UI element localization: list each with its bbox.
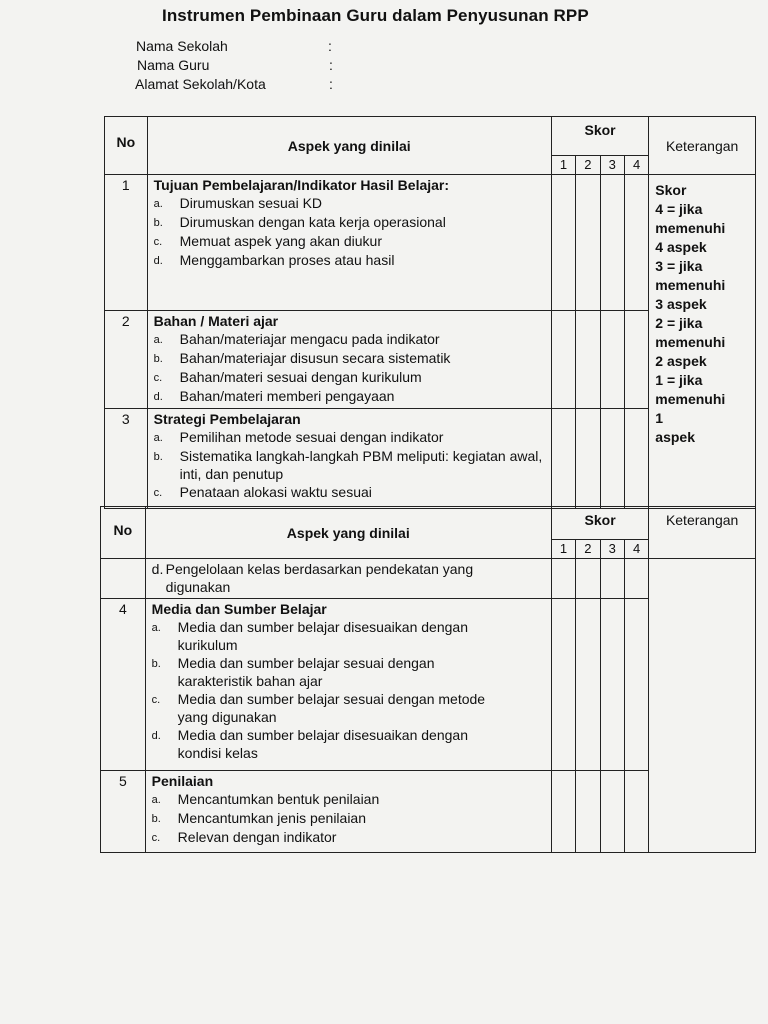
score-cell[interactable] bbox=[576, 559, 600, 599]
section-title: Tujuan Pembelajaran/Indikator Hasil Belajar: bbox=[153, 177, 450, 193]
field-nama-sekolah bbox=[136, 37, 333, 56]
item-text: Media dan sumber belajar disesuaikan dengan kondisi kelas bbox=[177, 727, 468, 761]
header-no: No bbox=[105, 117, 148, 175]
identity-fields bbox=[136, 37, 333, 94]
item-text: Memuat aspek yang akan diukur bbox=[179, 233, 382, 249]
aspek-cell bbox=[147, 311, 551, 409]
item-marker: c. bbox=[151, 832, 161, 844]
score-header-1: 1 bbox=[551, 156, 575, 175]
score-cell[interactable] bbox=[551, 409, 575, 509]
item-marker: c. bbox=[153, 236, 163, 248]
note-line: 3 aspek bbox=[655, 296, 707, 312]
item-marker: b. bbox=[151, 813, 161, 825]
item-marker: b. bbox=[153, 217, 163, 229]
item-text: Pengelolaan kelas berdasarkan pendekatan yang digunakan bbox=[165, 561, 474, 595]
item-marker: d. bbox=[151, 561, 164, 577]
item-text: Sistematika langkah-langkah PBM meliputi: kegiatan awal, inti, dan penutup bbox=[179, 448, 543, 482]
score-cell[interactable] bbox=[551, 599, 575, 771]
list-item bbox=[154, 483, 547, 502]
field-separator: : bbox=[328, 38, 332, 54]
note-line: memenuhi bbox=[655, 334, 726, 350]
list-item bbox=[152, 726, 547, 762]
section-title: Media dan Sumber Belajar bbox=[151, 601, 327, 617]
item-text: Pemilihan metode sesuai dengan indikator bbox=[179, 429, 444, 445]
row-number bbox=[101, 559, 146, 599]
score-cell[interactable] bbox=[600, 409, 624, 509]
item-text: Mencantumkan jenis penilaian bbox=[177, 810, 367, 826]
item-text: Mencantumkan bentuk penilaian bbox=[177, 791, 380, 807]
aspek-cell bbox=[147, 409, 551, 509]
score-cell[interactable] bbox=[576, 311, 600, 409]
note-line: Skor bbox=[655, 182, 687, 198]
score-header-4: 4 bbox=[624, 540, 648, 559]
row-number: 5 bbox=[101, 771, 146, 853]
aspek-cell bbox=[145, 559, 551, 599]
item-marker: b. bbox=[151, 658, 161, 670]
list-item bbox=[152, 828, 547, 847]
item-text: Relevan dengan indikator bbox=[177, 829, 337, 845]
field-separator: : bbox=[329, 76, 333, 92]
item-text: Media dan sumber belajar disesuaikan dengan kurikulum bbox=[177, 619, 468, 653]
note-line: memenuhi bbox=[655, 277, 726, 293]
list-item bbox=[154, 428, 547, 447]
header-skor: Skor bbox=[551, 507, 648, 540]
list-item bbox=[152, 560, 547, 596]
item-marker: a. bbox=[153, 198, 163, 210]
item-text: Bahan/materi sesuai dengan kurikulum bbox=[179, 369, 422, 385]
list-item bbox=[152, 618, 547, 654]
score-cell[interactable] bbox=[624, 311, 648, 409]
item-marker: a. bbox=[153, 432, 163, 444]
list-item bbox=[154, 251, 547, 270]
score-cell[interactable] bbox=[600, 771, 624, 853]
score-cell[interactable] bbox=[624, 409, 648, 509]
score-cell[interactable] bbox=[551, 771, 575, 853]
note-line: aspek bbox=[655, 429, 695, 445]
score-cell[interactable] bbox=[600, 599, 624, 771]
section-title: Bahan / Materi ajar bbox=[153, 313, 279, 329]
field-alamat bbox=[135, 75, 333, 94]
rubric-table-2 bbox=[100, 506, 756, 853]
table-row bbox=[105, 175, 756, 311]
item-text: Media dan sumber belajar sesuai dengan metode yang digunakan bbox=[177, 691, 486, 725]
note-line: memenuhi bbox=[655, 220, 726, 236]
table-row bbox=[101, 559, 756, 599]
aspek-cell bbox=[145, 599, 551, 771]
score-cell[interactable] bbox=[624, 175, 648, 311]
list-item bbox=[152, 790, 547, 809]
row-number: 4 bbox=[101, 599, 146, 771]
item-marker: b. bbox=[153, 353, 163, 365]
item-marker: c. bbox=[153, 487, 163, 499]
section-title: Strategi Pembelajaran bbox=[153, 411, 301, 427]
score-cell[interactable] bbox=[624, 559, 648, 599]
page-title: Instrumen Pembinaan Guru dalam Penyusunan RPP bbox=[162, 6, 589, 25]
item-marker: d. bbox=[153, 391, 163, 403]
aspek-cell bbox=[147, 175, 551, 311]
item-marker: c. bbox=[153, 372, 163, 384]
item-text: Menggambarkan proses atau hasil bbox=[179, 252, 395, 268]
item-text: Dirumuskan dengan kata kerja operasional bbox=[179, 214, 446, 230]
item-text: Bahan/materiajar mengacu pada indikator bbox=[179, 331, 440, 347]
score-cell[interactable] bbox=[576, 771, 600, 853]
list-item bbox=[154, 368, 547, 387]
score-cell[interactable] bbox=[551, 311, 575, 409]
keterangan-cell[interactable] bbox=[649, 559, 756, 853]
header-aspek: Aspek yang dinilai bbox=[145, 507, 551, 559]
item-text: Bahan/materi memberi pengayaan bbox=[179, 388, 395, 404]
field-separator: : bbox=[329, 57, 333, 73]
score-header-1: 1 bbox=[551, 540, 575, 559]
aspek-cell bbox=[145, 771, 551, 853]
field-label: Alamat Sekolah/Kota bbox=[135, 76, 266, 92]
item-text: Penataan alokasi waktu sesuai bbox=[179, 484, 372, 500]
score-header-3: 3 bbox=[600, 156, 624, 175]
note-line: 1 = jika bbox=[655, 372, 703, 388]
score-cell[interactable] bbox=[600, 311, 624, 409]
rubric-table-1 bbox=[104, 116, 756, 509]
list-item bbox=[154, 387, 547, 406]
header-skor: Skor bbox=[551, 117, 648, 156]
note-line: 2 = jika bbox=[655, 315, 703, 331]
item-text: Bahan/materiajar disusun secara sistematik bbox=[179, 350, 451, 366]
row-number: 1 bbox=[105, 175, 148, 311]
list-item bbox=[152, 809, 547, 828]
list-item bbox=[154, 194, 547, 213]
row-number: 2 bbox=[105, 311, 148, 409]
score-cell[interactable] bbox=[624, 771, 648, 853]
list-item bbox=[152, 690, 547, 726]
score-cell[interactable] bbox=[576, 175, 600, 311]
note-line: 1 bbox=[655, 410, 664, 426]
header-keterangan: Keterangan bbox=[649, 117, 756, 175]
item-marker: b. bbox=[153, 451, 163, 463]
list-item bbox=[154, 349, 547, 368]
item-marker: c. bbox=[151, 694, 161, 706]
section-title: Penilaian bbox=[151, 773, 214, 789]
item-text: Media dan sumber belajar sesuai dengan karakteristik bahan ajar bbox=[177, 655, 435, 689]
list-item bbox=[152, 654, 547, 690]
list-item bbox=[154, 213, 547, 232]
score-cell[interactable] bbox=[624, 599, 648, 771]
score-header-4: 4 bbox=[624, 156, 648, 175]
list-item bbox=[154, 232, 547, 251]
score-header-2: 2 bbox=[576, 540, 600, 559]
score-cell[interactable] bbox=[551, 559, 575, 599]
score-cell[interactable] bbox=[600, 175, 624, 311]
list-item bbox=[154, 447, 547, 483]
note-line: 4 = jika bbox=[655, 201, 703, 217]
field-nama-guru bbox=[137, 56, 333, 75]
scoring-note bbox=[649, 175, 756, 509]
score-header-2: 2 bbox=[576, 156, 600, 175]
note-line: 4 aspek bbox=[655, 239, 707, 255]
item-marker: a. bbox=[151, 794, 161, 806]
note-line: memenuhi bbox=[655, 391, 726, 407]
item-marker: d. bbox=[153, 255, 163, 267]
item-text: Dirumuskan sesuai KD bbox=[179, 195, 323, 211]
list-item bbox=[154, 330, 547, 349]
header-keterangan: Keterangan bbox=[649, 507, 756, 559]
score-cell[interactable] bbox=[576, 599, 600, 771]
header-no: No bbox=[101, 507, 146, 559]
score-cell[interactable] bbox=[576, 409, 600, 509]
header-aspek: Aspek yang dinilai bbox=[147, 117, 551, 175]
score-cell[interactable] bbox=[600, 559, 624, 599]
note-line: 2 aspek bbox=[655, 353, 707, 369]
row-number: 3 bbox=[105, 409, 148, 509]
item-marker: a. bbox=[151, 622, 161, 634]
item-marker: d. bbox=[151, 730, 161, 742]
score-header-3: 3 bbox=[600, 540, 624, 559]
score-cell[interactable] bbox=[551, 175, 575, 311]
field-label: Nama Guru bbox=[137, 57, 210, 73]
field-label: Nama Sekolah bbox=[136, 38, 228, 54]
item-marker: a. bbox=[153, 334, 163, 346]
note-line: 3 = jika bbox=[655, 258, 703, 274]
